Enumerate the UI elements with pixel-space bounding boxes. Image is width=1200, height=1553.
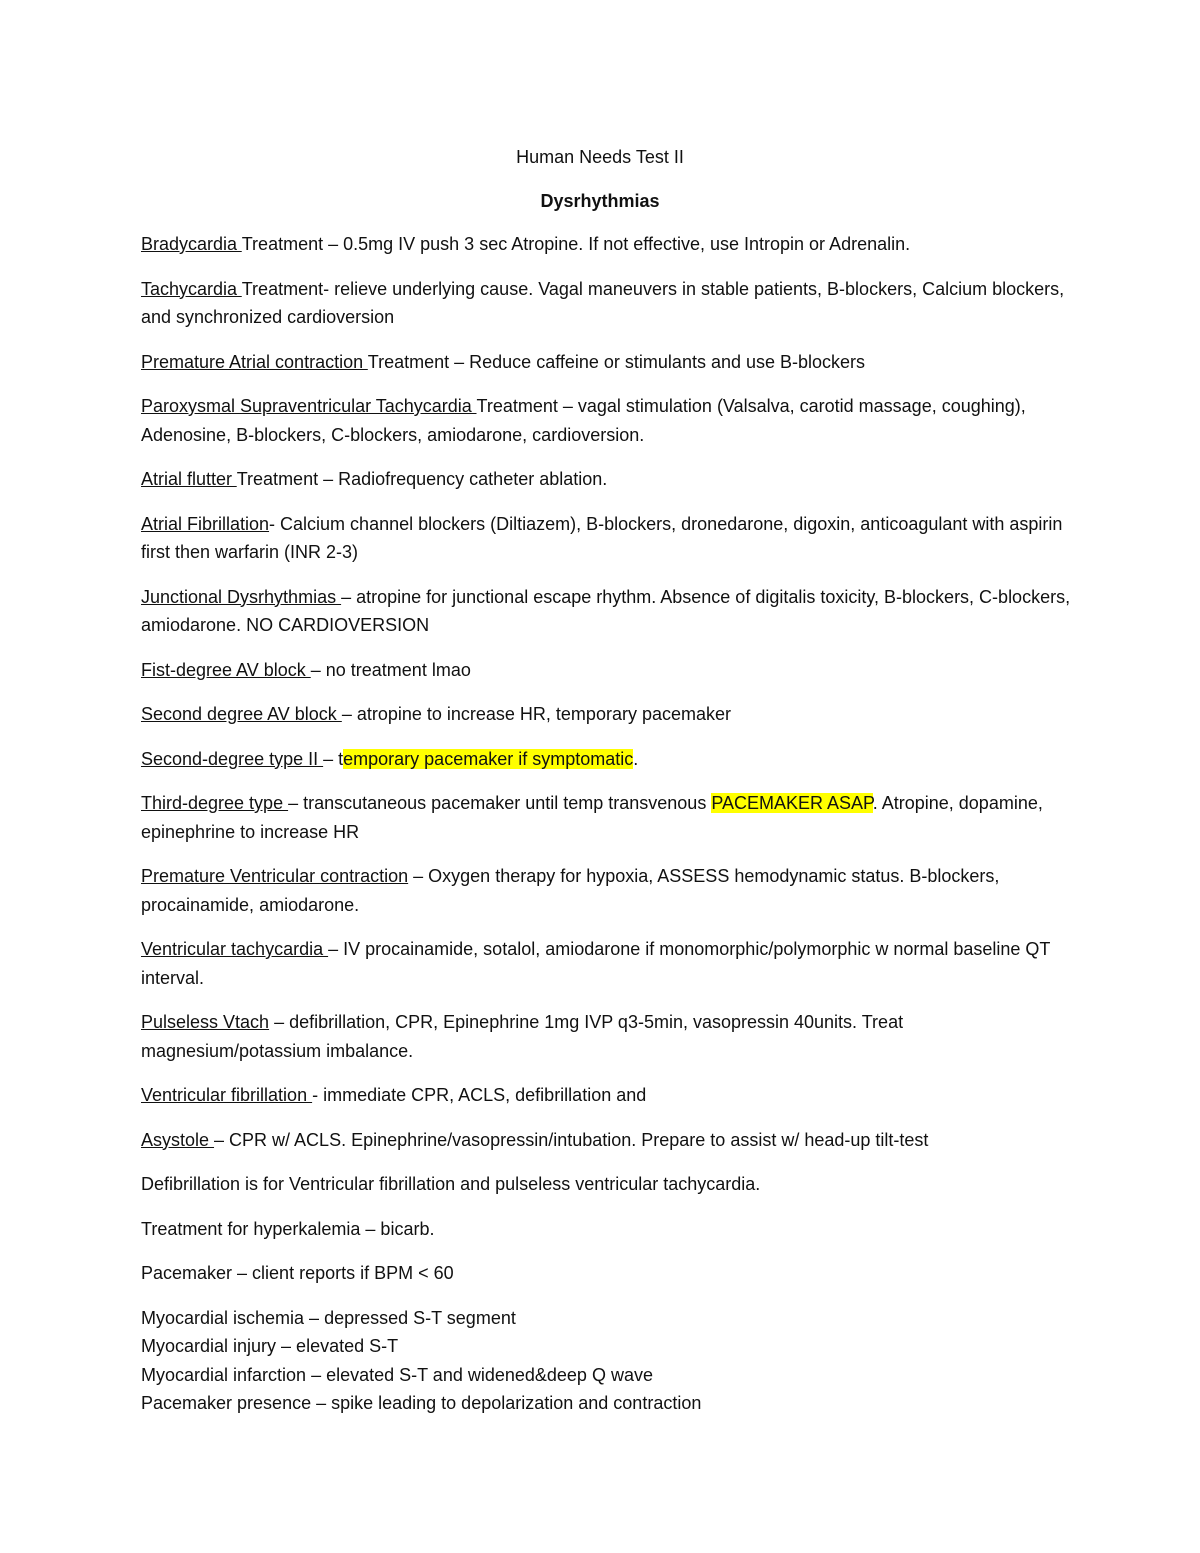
entry-term: Tachycardia — [141, 278, 242, 299]
entry-text: . Atropine, dopamine, epinephrine to increase HR — [141, 793, 1043, 842]
entry-text: – atropine for junctional escape rhythm. Absence of digitalis toxicity, B-blockers, C-blockers, amiodarone. NO CARDIOVERSION — [141, 586, 1071, 635]
entry-text: Treatment- relieve underlying cause. Vagal maneuvers in stable patients, B-blockers, Calcium blockers, and synchronized cardioversion — [141, 278, 1065, 327]
entry-atrial-fibrillation — [141, 510, 1071, 567]
entry-pulseless-vtach — [141, 1008, 1071, 1065]
entry-term: Junctional Dysrhythmias — [141, 586, 342, 607]
entry-tachycardia — [141, 275, 1071, 332]
highlighted-text: emporary pacemaker if symptomatic — [343, 748, 634, 769]
entry-pvc — [141, 862, 1071, 919]
highlighted-text: PACEMAKER ASAP — [711, 793, 873, 813]
entry-term: Asystole — [141, 1129, 215, 1150]
document-body — [141, 230, 1071, 1418]
entry-term: Third-degree type — [141, 793, 289, 813]
entry-text: – transcutaneous pacemaker until temp transvenous — [288, 793, 712, 813]
entry-text: – IV procainamide, sotalol, amiodarone if monomorphic/polymorphic w normal baseline QT interval. — [141, 939, 1051, 988]
entry-term: Premature Atrial contraction — [141, 351, 368, 372]
entry-text: – Oxygen therapy for hypoxia, ASSESS hemodynamic status. B-blockers, procainamide, amiodarone. — [141, 866, 1000, 915]
ecg-note-injury: Myocardial injury – elevated S-T — [141, 1336, 399, 1356]
entry-first-degree-av-block — [141, 656, 1071, 685]
note-pacemaker: Pacemaker – client reports if BPM < 60 — [141, 1263, 454, 1283]
entry-text: - Calcium channel blockers (Diltiazem), B-blockers, dronedarone, digoxin, anticoagulant with aspirin first then warfarin (INR 2-3) — [141, 513, 1063, 562]
entry-text: – no treatment lmao — [310, 659, 471, 680]
entry-text: – defibrillation, CPR, Epinephrine 1mg IVP q3-5min, vasopressin 40units. Treat magnesium/potassium imbalance. — [141, 1012, 904, 1061]
entry-term: Atrial flutter — [141, 469, 237, 489]
entry-text: - immediate CPR, ACLS, defibrillation and — [312, 1085, 647, 1105]
entry-term: Ventricular fibrillation — [141, 1085, 313, 1105]
entry-ventricular-tachycardia — [141, 935, 1071, 992]
entry-term: Pulseless Vtach — [141, 1012, 270, 1032]
entry-text: – t — [323, 748, 344, 769]
entry-text: – atropine to increase HR, temporary pacemaker — [341, 704, 731, 724]
entry-asystole — [141, 1126, 1071, 1155]
entry-text: Treatment – 0.5mg IV push 3 sec Atropine. If not effective, use Intropin or Adrenalin. — [241, 234, 911, 254]
ecg-note-ischemia: Myocardial ischemia – depressed S-T segment — [141, 1307, 516, 1328]
section-heading: Dysrhythmias — [540, 191, 660, 211]
note-hyperkalemia: Treatment for hyperkalemia – bicarb. — [141, 1218, 435, 1239]
entry-term: Second degree AV block — [141, 704, 342, 724]
entry-text: Treatment – Radiofrequency catheter ablation. — [236, 469, 608, 489]
entry-text: . — [633, 748, 639, 769]
entry-term: Paroxysmal Supraventricular Tachycardia — [141, 396, 477, 416]
entry-psvt — [141, 392, 1071, 449]
ecg-note-infarction: Myocardial infarction – elevated S-T and widened&deep Q wave — [141, 1364, 653, 1385]
entry-term: Bradycardia — [141, 234, 242, 254]
entry-atrial-flutter — [141, 465, 1071, 494]
entry-term: Ventricular tachycardia — [141, 939, 329, 959]
entry-second-degree-av-block — [141, 700, 1071, 729]
document-title: Human Needs Test II — [516, 147, 684, 167]
ecg-note-pacemaker: Pacemaker presence – spike leading to depolarization and contraction — [141, 1393, 702, 1413]
entry-term: Atrial Fibrillation — [141, 513, 270, 534]
entry-premature-atrial-contraction — [141, 348, 1071, 377]
entry-text: Treatment – Reduce caffeine or stimulants and use B-blockers — [367, 351, 866, 372]
entry-junctional-dysrhythmias — [141, 583, 1071, 640]
entry-term: Second-degree type II — [141, 748, 324, 769]
entry-second-degree-type-ii — [141, 745, 1071, 774]
entry-ventricular-fibrillation — [141, 1081, 1071, 1110]
entry-text: – CPR w/ ACLS. Epinephrine/vasopressin/intubation. Prepare to assist w/ head-up tilt-test — [214, 1129, 929, 1150]
entry-third-degree-type — [141, 789, 1071, 846]
entry-term: Fist-degree AV block — [141, 659, 311, 680]
note-defibrillation: Defibrillation is for Ventricular fibrillation and pulseless ventricular tachycardia. — [141, 1174, 761, 1194]
entry-term: Premature Ventricular contraction — [141, 866, 409, 886]
entry-bradycardia — [141, 230, 1071, 259]
entry-text: Treatment – vagal stimulation (Valsalva, carotid massage, coughing), Adenosine, B-blockers, C-blockers, amiodarone, cardioversion. — [141, 396, 1026, 445]
